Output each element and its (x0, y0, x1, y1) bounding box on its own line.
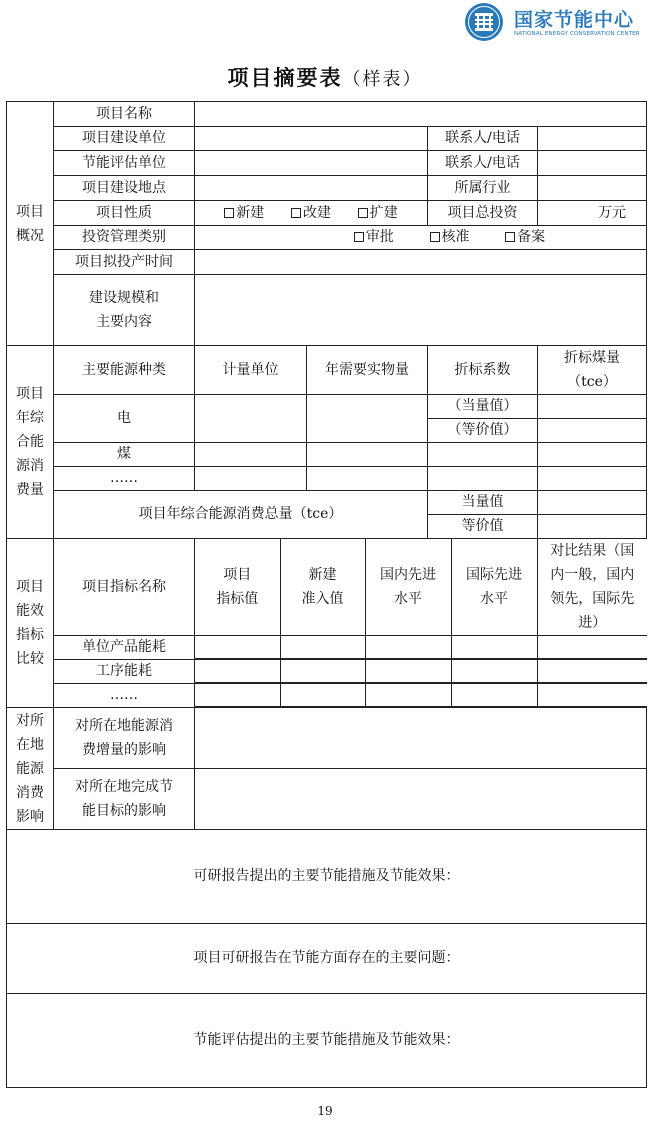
field-production-time[interactable] (195, 250, 647, 275)
option-approve[interactable]: 审批 (354, 229, 394, 245)
cell[interactable] (365, 660, 451, 683)
option-record[interactable]: 备案 (505, 229, 545, 245)
label-evaluator: 节能评估单位 (54, 151, 195, 176)
logo-text-en: NATIONAL ENERGY CONSERVATION CENTER (514, 31, 640, 37)
row-eval-measures (7, 994, 647, 1088)
cell[interactable] (451, 684, 537, 707)
cell[interactable] (365, 684, 451, 707)
label-site: 项目建设地点 (54, 176, 195, 201)
label-eval-measures: 节能评估提出的主要节能措施及节能效果： (193, 1032, 460, 1049)
header-coal-equivalent: 折标煤量 （tce） (538, 346, 647, 395)
indicator-row1-subtable (195, 635, 647, 659)
row-energy-more (7, 467, 647, 491)
section1-label: 项目 概况 (7, 102, 54, 346)
field-more-unit[interactable] (195, 467, 307, 491)
row-evaluator (7, 151, 647, 176)
page-number: 19 (317, 1104, 333, 1118)
field-contact2[interactable] (538, 151, 647, 176)
cell[interactable] (195, 660, 280, 683)
cell[interactable] (537, 636, 647, 659)
row-measures (7, 830, 647, 924)
cell[interactable] (451, 660, 537, 683)
field-site[interactable] (195, 176, 428, 201)
row-impact-2 (7, 769, 647, 830)
title-sub: （样表） (342, 69, 423, 90)
field-electric-equal[interactable] (538, 419, 647, 443)
label-coal: 煤 (54, 443, 195, 467)
header-result: 对比结果（国 内一般，国内 领先，国际先 进） (537, 539, 647, 635)
header-new-access: 新建 准入值 (280, 539, 365, 635)
logo-text-cn: 国家节能中心 (514, 9, 635, 31)
row-builder (7, 127, 647, 151)
label-contact1: 联系人/电话 (428, 127, 538, 151)
section2-label: 项目 年综 合能 源消 费量 (7, 346, 54, 539)
row-unit-consumption (7, 635, 647, 659)
label-indicator-more: …… (54, 683, 195, 708)
field-electric-unit[interactable] (195, 395, 307, 443)
label-total-equal: 等价值 (428, 515, 538, 539)
indicator-row1-group (195, 635, 647, 659)
label-industry: 所属行业 (428, 176, 538, 201)
field-industry[interactable] (538, 176, 647, 201)
indicator-header-group (195, 539, 647, 636)
cell[interactable] (280, 660, 365, 683)
field-total-equal[interactable] (538, 515, 647, 539)
row-production-time (7, 250, 647, 275)
field-more-equivalent[interactable] (538, 467, 647, 491)
label-builder: 项目建设单位 (54, 127, 195, 151)
label-electric-equal: （等价值） (428, 419, 538, 443)
field-problems[interactable] (7, 924, 647, 994)
cell[interactable] (365, 636, 451, 659)
label-impact-target: 对所在地完成节 能目标的影响 (54, 769, 195, 830)
field-impact-increment[interactable] (195, 708, 647, 769)
header-value: 项目 指标值 (195, 539, 280, 635)
title-main: 项目摘要表 (227, 66, 343, 90)
option-verify[interactable]: 核准 (430, 229, 470, 245)
cell[interactable] (537, 684, 647, 707)
field-electric-quantity[interactable] (307, 395, 428, 443)
row-invest-type (7, 226, 647, 250)
field-total-equiv[interactable] (538, 491, 647, 515)
field-more-quantity[interactable] (307, 467, 428, 491)
label-scale: 建设规模和 主要内容 (54, 275, 195, 346)
field-more-factor[interactable] (428, 467, 538, 491)
header-unit: 计量单位 (195, 346, 307, 395)
field-project-name[interactable] (195, 102, 647, 127)
field-impact-target[interactable] (195, 769, 647, 830)
nature-options (195, 201, 428, 226)
checkbox-icon (354, 232, 364, 242)
field-eval-measures[interactable] (7, 994, 647, 1088)
row-electric-1 (7, 395, 647, 419)
cell[interactable] (537, 660, 647, 683)
field-electric-equiv[interactable] (538, 395, 647, 419)
row-indicator-more (7, 683, 647, 708)
row-process-consumption (7, 659, 647, 683)
row-total-1 (7, 491, 647, 515)
label-impact-increment: 对所在地能源消 费增量的影响 (54, 708, 195, 769)
checkbox-icon (224, 208, 234, 218)
header-international: 国际先进 水平 (451, 539, 537, 635)
indicator-header-subtable (195, 539, 647, 635)
row-nature (7, 201, 647, 226)
header-conversion-factor: 折标系数 (428, 346, 538, 395)
section3-label: 项目 能效 指标 比较 (7, 539, 54, 708)
row-indicator-header (7, 539, 647, 636)
row-name (7, 102, 647, 127)
label-nature: 项目性质 (54, 201, 195, 226)
label-electric: 电 (54, 395, 195, 443)
label-production-time: 项目拟投产时间 (54, 250, 195, 275)
label-total-equiv: 当量值 (428, 491, 538, 515)
field-coal-unit[interactable] (195, 443, 307, 467)
section4-label: 对所 在地 能源 消费 影响 (7, 708, 54, 830)
cell[interactable] (451, 636, 537, 659)
label-total-invest: 项目总投资 (428, 201, 538, 226)
label-electric-equiv: （当量值） (428, 395, 538, 419)
label-energy-more: …… (54, 467, 195, 491)
field-builder[interactable] (195, 127, 428, 151)
header-indicator-name: 项目指标名称 (54, 539, 195, 636)
option-rebuild[interactable]: 改建 (291, 205, 331, 221)
field-coal-factor[interactable] (428, 443, 538, 467)
row-site (7, 176, 647, 201)
cell[interactable] (195, 636, 280, 659)
row-coal (7, 443, 647, 467)
field-measures[interactable] (7, 830, 647, 924)
field-evaluator[interactable] (195, 151, 428, 176)
indicator-row3-group (195, 683, 647, 708)
row-impact-1 (7, 708, 647, 769)
header-domestic: 国内先进 水平 (365, 539, 451, 635)
checkbox-icon (505, 232, 515, 242)
checkbox-icon (358, 208, 368, 218)
label-measures: 可研报告提出的主要节能措施及节能效果： (193, 868, 460, 885)
cell[interactable] (280, 684, 365, 707)
row-energy-header (7, 346, 647, 395)
label-invest-type: 投资管理类别 (54, 226, 195, 250)
row-scale (7, 275, 647, 346)
option-expand[interactable]: 扩建 (358, 205, 398, 221)
field-coal-quantity[interactable] (307, 443, 428, 467)
header-energy-type: 主要能源种类 (54, 346, 195, 395)
label-process-consumption: 工序能耗 (54, 659, 195, 683)
page-title (0, 62, 650, 92)
label-contact2: 联系人/电话 (428, 151, 538, 176)
field-contact1[interactable] (538, 127, 647, 151)
indicator-row2-group (195, 659, 647, 683)
label-problems: 项目可研报告在节能方面存在的主要问题： (193, 950, 460, 967)
header-annual-quantity: 年需要实物量 (307, 346, 428, 395)
summary-table (6, 101, 647, 1088)
checkbox-icon (291, 208, 301, 218)
row-problems (7, 924, 647, 994)
indicator-row3-subtable (195, 683, 647, 707)
indicator-row2-subtable (195, 659, 647, 683)
logo-emblem-icon (464, 2, 504, 42)
label-unit-consumption: 单位产品能耗 (54, 635, 195, 659)
label-project-name: 项目名称 (54, 102, 195, 127)
cell[interactable] (280, 636, 365, 659)
field-coal-equivalent[interactable] (538, 443, 647, 467)
field-scale[interactable] (195, 275, 647, 346)
cell[interactable] (195, 684, 280, 707)
option-new[interactable]: 新建 (224, 205, 264, 221)
label-total-consumption: 项目年综合能源消费总量（tce） (54, 491, 428, 539)
field-total-invest[interactable] (538, 201, 647, 226)
invest-type-options (195, 226, 647, 250)
logo (464, 2, 650, 44)
checkbox-icon (430, 232, 440, 242)
unit-wan: 万元 (598, 204, 627, 221)
